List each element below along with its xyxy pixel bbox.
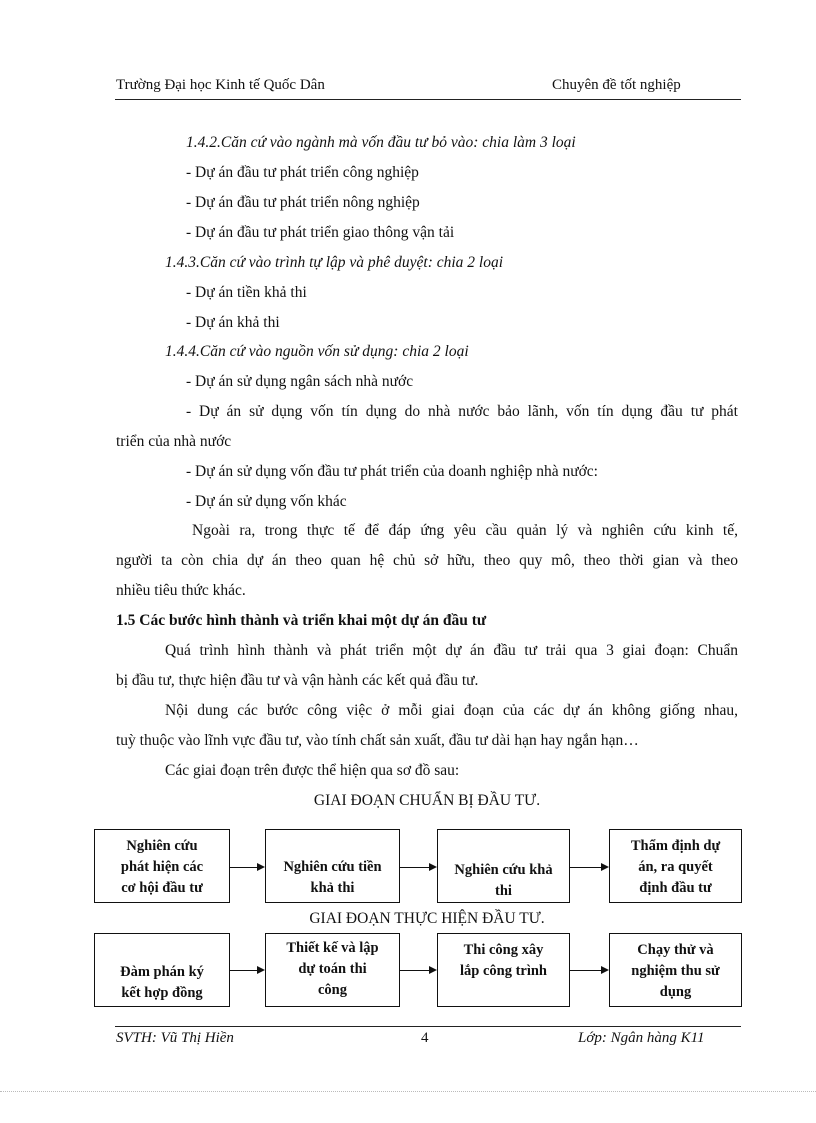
paragraph-line: Nội dung các bước công việc ở mỗi giai đoạn của các dự án không giống nhau, (165, 702, 738, 719)
list-item-continuation: triển của nhà nước (116, 433, 232, 450)
list-item: - Dự án sử dụng ngân sách nhà nước (186, 373, 414, 390)
stage2-box-2: Thiết kế và lập dự toán thi công (265, 933, 400, 1007)
stage2-title: GIAI ĐOẠN THỰC HIỆN ĐẦU TƯ. (309, 910, 545, 927)
paragraph-line: Ngoài ra, trong thực tế để đáp ứng yêu cầu quản lý và nghiên cứu kinh tế, (192, 522, 738, 539)
page-number: 4 (421, 1030, 429, 1046)
header-school: Trường Đại học Kinh tế Quốc Dân (116, 77, 325, 93)
stage1-box-4: Thẩm định dự án, ra quyết định đầu tư (609, 829, 742, 903)
page-edge-divider (0, 1091, 816, 1092)
arrow-7-8 (570, 970, 601, 971)
arrowhead-icon (429, 966, 437, 974)
paragraph-line: người ta còn chia dự án theo quan hệ chủ sở hữu, theo quy mô, theo thời gian và theo (116, 552, 738, 569)
list-item: - Dự án khả thi (186, 314, 280, 331)
stage1-box-1: Nghiên cứu phát hiện các cơ hội đầu tư (94, 829, 230, 903)
list-item: - Dự án đầu tư phát triển công nghiệp (186, 164, 419, 181)
arrowhead-icon (257, 863, 265, 871)
list-item: - Dự án tiền khả thi (186, 284, 307, 301)
footer-author: SVTH: Vũ Thị Hiền (116, 1030, 234, 1046)
arrow-2-3 (400, 867, 429, 868)
paragraph-line: Quá trình hình thành và phát triển một dự án đầu tư trải qua 3 giai đoạn: Chuẩn (165, 642, 738, 659)
stage1-box-3: Nghiên cứu khả thi (437, 829, 570, 903)
list-item: - Dự án đầu tư phát triển nông nghiệp (186, 194, 420, 211)
stage2-box-3: Thi công xây lắp công trình (437, 933, 570, 1007)
list-item: - Dự án sử dụng vốn tín dụng do nhà nước bảo lãnh, vốn tín dụng đầu tư phát (186, 403, 738, 420)
arrow-6-7 (400, 970, 429, 971)
paragraph-line: bị đầu tư, thực hiện đầu tư và vận hành các kết quả đầu tư. (116, 672, 479, 689)
footer-class: Lớp: Ngân hàng K11 (578, 1030, 705, 1046)
heading-1-4-2: 1.4.2.Căn cứ vào ngành mà vốn đầu tư bỏ vào: chia làm 3 loại (186, 134, 576, 151)
stage1-box-2: Nghiên cứu tiền khả thi (265, 829, 400, 903)
list-item: - Dự án sử dụng vốn đầu tư phát triển của doanh nghiệp nhà nước: (186, 463, 598, 480)
list-item: - Dự án sử dụng vốn khác (186, 493, 347, 510)
heading-1-4-4: 1.4.4.Căn cứ vào nguồn vốn sử dụng: chia 2 loại (165, 343, 469, 360)
paragraph-line: tuỳ thuộc vào lĩnh vực đầu tư, vào tính chất sản xuất, đầu tư dài hạn hay ngắn hạn… (116, 732, 639, 749)
footer-rule (115, 1026, 741, 1027)
heading-1-5: 1.5 Các bước hình thành và triển khai một dự án đầu tư (116, 612, 487, 629)
stage2-box-1: Đàm phán ký kết hợp đồng (94, 933, 230, 1007)
arrowhead-icon (257, 966, 265, 974)
arrow-5-6 (230, 970, 257, 971)
arrowhead-icon (429, 863, 437, 871)
arrowhead-icon (601, 863, 609, 871)
paragraph-line: nhiều tiêu thức khác. (116, 582, 246, 599)
arrowhead-icon (601, 966, 609, 974)
stage2-box-4: Chạy thử và nghiệm thu sử dụng (609, 933, 742, 1007)
arrow-1-2 (230, 867, 257, 868)
stage1-title: GIAI ĐOẠN CHUẨN BỊ ĐẦU TƯ. (313, 792, 541, 809)
paragraph-line: Các giai đoạn trên được thể hiện qua sơ đồ sau: (165, 762, 460, 779)
arrow-3-4 (570, 867, 601, 868)
list-item: - Dự án đầu tư phát triển giao thông vận tải (186, 224, 455, 241)
header-rule (115, 99, 741, 100)
header-title: Chuyên đề tốt nghiệp (552, 77, 681, 93)
heading-1-4-3: 1.4.3.Căn cứ vào trình tự lập và phê duyệt: chia 2 loại (165, 254, 504, 271)
